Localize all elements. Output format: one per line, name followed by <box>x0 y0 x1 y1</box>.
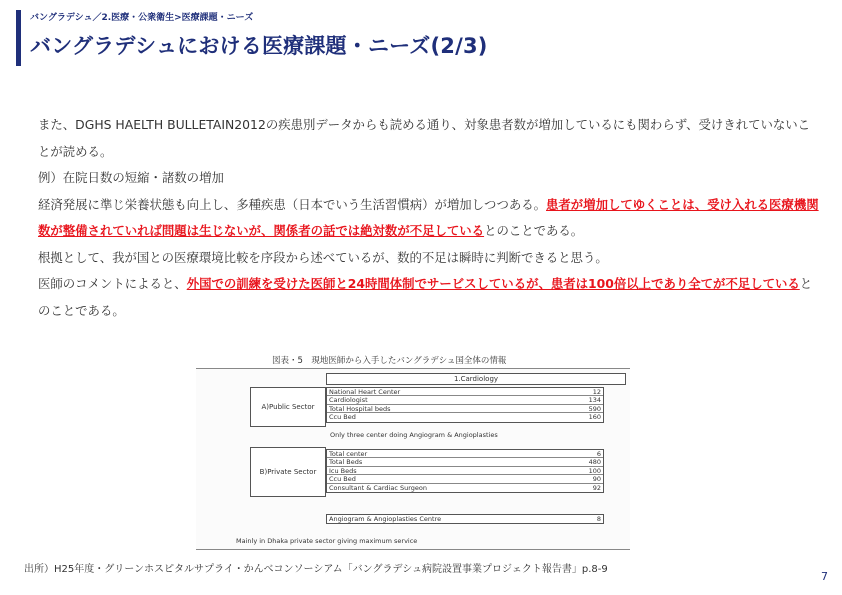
paragraph-3-tail: とのことである。 <box>484 223 584 238</box>
paragraph-4: 根拠として、我が国との医療環境比較を序段から述べているが、数的不足は瞬時に判断できると思う。 <box>38 249 608 265</box>
table-row <box>327 405 603 413</box>
row-value: 590 <box>588 404 601 413</box>
table-row <box>327 450 603 458</box>
public-sector-note: Only three center doing Angiogram & Angioplasties <box>330 431 498 439</box>
row-label: Ccu Bed <box>329 413 356 422</box>
table-row <box>327 515 603 523</box>
figure-heading: 1.Cardiology <box>326 373 626 385</box>
paragraph-5-highlight: 外国での訓練を受けた医師と24時間体制でサービスしているが、患者は100倍以上であり全てが不足している <box>186 276 800 291</box>
row-value: 160 <box>588 413 601 422</box>
row-value: 100 <box>588 466 601 475</box>
public-sector-rows <box>326 387 604 423</box>
paragraph-5 <box>24 271 820 324</box>
figure-footer-note: Mainly in Dhaka private sector giving maximum service <box>236 537 418 545</box>
row-label: Total Hospital beds <box>329 404 391 413</box>
paragraph-1: また、DGHS HAELTH BULLETAIN2012の疾患別データからも読める通り、対象患者数が増加しているにも関わらず、受けきれていないことが読める。 <box>38 117 811 159</box>
row-label: Total Beds <box>329 458 363 467</box>
cardiology-figure <box>196 368 630 550</box>
row-value: 480 <box>588 458 601 467</box>
paragraph-3-highlight: 患者が増加してゆくことは、受け入れる医療機関数が整備されていれば問題は生じないが、関係者の話では絶対数が不足している <box>38 196 819 238</box>
row-value: 6 <box>596 450 601 458</box>
table-row <box>327 458 603 466</box>
breadcrumb: バングラデシュ／2.医療・公衆衛生>医療課題・ニーズ <box>30 13 254 23</box>
source-citation: 出所）H25年度・グリーンホスピタルサプライ・かんべコンソーシアム「バングラデシュ病院設置事業プロジェクト報告書」p.8-9 <box>24 564 608 575</box>
row-label: Consultant & Cardiac Surgeon <box>329 483 428 492</box>
page-title: バングラデシュにおける医療課題・ニーズ(2/3) <box>30 34 488 58</box>
paragraph-3 <box>24 192 820 245</box>
row-value: 134 <box>588 396 601 405</box>
row-label: Angiogram & Angioplasties Centre <box>329 515 442 523</box>
public-sector-label-box <box>250 387 326 427</box>
table-row <box>327 413 603 421</box>
paragraph-5-lead: 医師のコメントによると、 <box>38 276 187 291</box>
table-row <box>327 396 603 404</box>
angio-centre-row-box <box>326 514 604 524</box>
table-row <box>327 467 603 475</box>
row-label: Total center <box>329 450 368 458</box>
row-value: 12 <box>592 388 601 396</box>
body-text <box>24 112 820 324</box>
row-value: 92 <box>592 483 601 492</box>
table-row <box>327 475 603 483</box>
row-label: National Heart Center <box>329 388 401 396</box>
private-sector-rows <box>326 449 604 493</box>
paragraph-2: 例）在院日数の短縮・諸数の増加 <box>38 170 224 185</box>
paragraph-5-tail: とのことである。 <box>38 276 813 318</box>
table-row <box>327 388 603 396</box>
private-sector-label: B)Private Sector <box>259 468 317 476</box>
title-accent-bar <box>16 10 21 66</box>
paragraph-3-lead: 経済発展に準じ栄養状態も向上し、多種疾患（日本でいう生活習慣病）が増加しつつある。 <box>38 196 547 212</box>
page-number: 7 <box>821 570 828 583</box>
table-row <box>327 484 603 492</box>
row-label: Ccu Bed <box>329 475 356 484</box>
row-value: 8 <box>596 515 601 523</box>
row-value: 90 <box>592 475 601 484</box>
figure-caption: 図表・5 現地医師から入手したバングラデシュ国全体の情報 <box>272 356 507 366</box>
private-sector-label-box <box>250 447 326 497</box>
public-sector-label: A)Public Sector <box>261 403 315 411</box>
row-label: Cardiologist <box>329 396 368 405</box>
row-label: Icu Beds <box>329 466 357 475</box>
